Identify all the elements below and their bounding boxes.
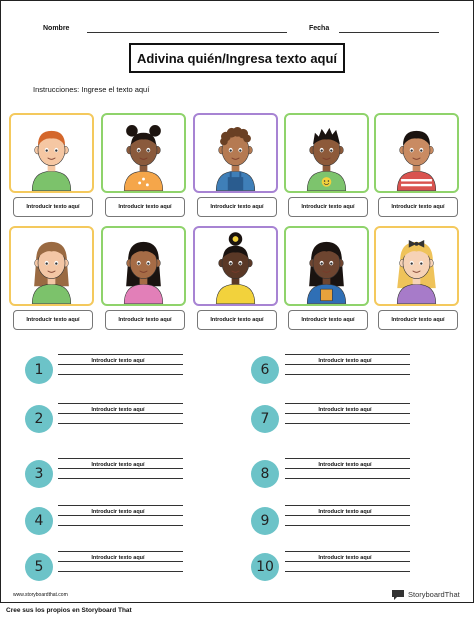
answer-line[interactable] (58, 525, 183, 526)
character-name-box[interactable]: Introducir texto aquí (105, 310, 185, 330)
character-portrait (11, 228, 92, 304)
character-portrait (195, 228, 276, 304)
character-portrait (195, 115, 276, 191)
character-portrait (376, 228, 457, 304)
character-name-box[interactable]: Introducir texto aquí (288, 197, 368, 217)
character-name-box[interactable]: Introducir texto aquí (197, 197, 277, 217)
answer-line[interactable] (58, 515, 183, 516)
name-label: Nombre (43, 25, 70, 32)
character-portrait (376, 115, 457, 191)
answer-line[interactable] (285, 525, 410, 526)
answer-number-circle: 4 (25, 507, 53, 535)
answer-line[interactable] (285, 423, 410, 424)
character-portrait (286, 115, 367, 191)
character-card (9, 226, 94, 306)
answer-line[interactable] (285, 505, 410, 506)
answer-line[interactable] (58, 478, 183, 479)
answer-line[interactable] (58, 364, 183, 365)
answer-label: Introducir texto aquí (318, 555, 372, 561)
character-portrait (286, 228, 367, 304)
date-label: Fecha (309, 25, 330, 32)
page-title: Adivina quién/Ingresa texto aquí (129, 43, 345, 73)
answer-number-circle: 5 (25, 553, 53, 581)
answer-line[interactable] (285, 374, 410, 375)
answer-number-circle: 1 (25, 356, 53, 384)
answer-line[interactable] (58, 403, 183, 404)
character-name-box[interactable]: Introducir texto aquí (13, 197, 93, 217)
character-portrait (103, 228, 184, 304)
answer-label: Introducir texto aquí (91, 509, 145, 515)
character-portrait (103, 115, 184, 191)
answer-line[interactable] (58, 561, 183, 562)
character-card (9, 113, 94, 193)
character-card (193, 226, 278, 306)
character-card (374, 226, 459, 306)
instructions-text: Instrucciones: Ingrese el texto aquí (33, 85, 150, 94)
name-line[interactable] (87, 32, 287, 33)
answer-line[interactable] (285, 561, 410, 562)
brand-name: StoryboardThat (408, 589, 460, 599)
character-name-box[interactable]: Introducir texto aquí (13, 310, 93, 330)
answer-number-circle: 2 (25, 405, 53, 433)
answer-label: Introducir texto aquí (318, 407, 372, 413)
answer-line[interactable] (58, 458, 183, 459)
character-name-box[interactable]: Introducir texto aquí (197, 310, 277, 330)
answer-line[interactable] (285, 458, 410, 459)
answer-number-circle: 8 (251, 460, 279, 488)
character-name-box[interactable]: Introducir texto aquí (288, 310, 368, 330)
site-url: www.storyboardthat.com (13, 592, 68, 598)
character-card (193, 113, 278, 193)
answer-line[interactable] (285, 413, 410, 414)
character-portrait (11, 115, 92, 191)
answer-line[interactable] (285, 364, 410, 365)
answer-line[interactable] (58, 413, 183, 414)
brand-logo (391, 587, 465, 601)
answer-number-circle: 6 (251, 356, 279, 384)
footer-credit: Cree sus los propios en Storyboard That (6, 607, 132, 614)
answer-label: Introducir texto aquí (318, 462, 372, 468)
answer-line[interactable] (58, 468, 183, 469)
answer-label: Introducir texto aquí (91, 555, 145, 561)
answer-label: Introducir texto aquí (91, 462, 145, 468)
character-name-box[interactable]: Introducir texto aquí (105, 197, 185, 217)
answer-line[interactable] (58, 551, 183, 552)
answer-line[interactable] (58, 505, 183, 506)
answer-line[interactable] (285, 468, 410, 469)
answer-line[interactable] (58, 354, 183, 355)
answer-line[interactable] (285, 571, 410, 572)
answer-label: Introducir texto aquí (318, 358, 372, 364)
answer-line[interactable] (285, 515, 410, 516)
character-card (374, 113, 459, 193)
character-name-box[interactable]: Introducir texto aquí (378, 197, 458, 217)
answer-line[interactable] (285, 551, 410, 552)
answer-label: Introducir texto aquí (91, 407, 145, 413)
answer-number-circle: 9 (251, 507, 279, 535)
answer-line[interactable] (285, 478, 410, 479)
answer-line[interactable] (285, 403, 410, 404)
character-name-box[interactable]: Introducir texto aquí (378, 310, 458, 330)
date-line[interactable] (339, 32, 439, 33)
answer-label: Introducir texto aquí (91, 358, 145, 364)
answer-number-circle: 10 (251, 553, 279, 581)
character-card (101, 113, 186, 193)
answer-line[interactable] (285, 354, 410, 355)
answer-line[interactable] (58, 423, 183, 424)
answer-number-circle: 7 (251, 405, 279, 433)
answer-line[interactable] (58, 571, 183, 572)
storyboard-logo-icon (391, 589, 405, 600)
answer-line[interactable] (58, 374, 183, 375)
character-card (284, 113, 369, 193)
answer-label: Introducir texto aquí (318, 509, 372, 515)
character-card (101, 226, 186, 306)
character-card (284, 226, 369, 306)
answer-number-circle: 3 (25, 460, 53, 488)
